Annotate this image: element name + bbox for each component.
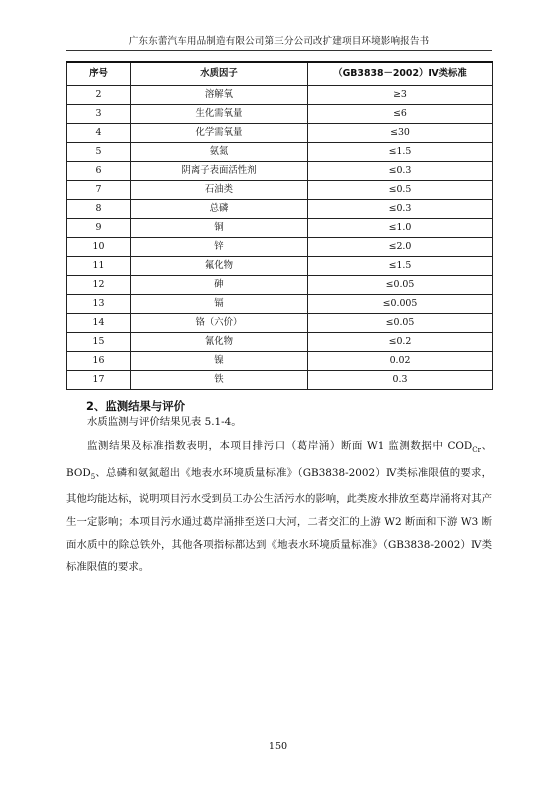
cell-standard: ≤0.5 (308, 181, 493, 200)
cell-factor: 铁 (131, 371, 308, 390)
cell-standard: 0.3 (308, 371, 493, 390)
cell-standard: ≤30 (308, 124, 493, 143)
cell-number: 8 (67, 200, 131, 219)
cell-standard: ≤1.5 (308, 143, 493, 162)
cell-standard: ≤0.05 (308, 314, 493, 333)
page-header: 广东东蕾汽车用品制造有限公司第三分公司改扩建项目环境影响报告书 (128, 36, 430, 47)
cell-factor: 化学需氧量 (131, 124, 308, 143)
table-row (67, 371, 493, 390)
cell-factor: 镍 (131, 352, 308, 371)
cell-number: 17 (67, 371, 131, 390)
cell-number: 6 (67, 162, 131, 181)
cell-standard: 0.02 (308, 352, 493, 371)
table-row (67, 333, 493, 352)
cell-standard: ≤1.0 (308, 219, 493, 238)
cell-number: 15 (67, 333, 131, 352)
cell-factor: 铜 (131, 219, 308, 238)
cell-number: 10 (67, 238, 131, 257)
paragraph-results-text-3: 、总磷和氨氮超出《地表水环境质量标准》（GB3838-2002）Ⅳ类标准限值的要求，其他均能达标，说明项目污水受到员工办公生活污水的影响，此类废水排放至葛岸涌将对其产生一定影响；本项目污水通过葛岸涌排至送口大河，二者交汇的上游 W2 断面和下游 W3 断面水质中的除总铁外，其他各项指标都达到《地表水环境质量标准》（GB3838-2002）Ⅳ类标准限值的要求。 (66, 466, 493, 574)
table-row (67, 276, 493, 295)
cell-standard: ≤0.3 (308, 200, 493, 219)
cell-number: 4 (67, 124, 131, 143)
column-header-standard: （GB3838－2002）Ⅳ类标准 (308, 62, 493, 86)
table-row (67, 295, 493, 314)
cell-standard: ≤0.005 (308, 295, 493, 314)
cell-number: 11 (67, 257, 131, 276)
table-row (67, 181, 493, 200)
table-row (67, 352, 493, 371)
table-body (67, 86, 493, 390)
table-row (67, 257, 493, 276)
subscript-cr: Cr (472, 446, 481, 455)
water-quality-standard-table (66, 61, 493, 390)
cell-factor: 总磷 (131, 200, 308, 219)
table-row (67, 162, 493, 181)
cell-factor: 砷 (131, 276, 308, 295)
cell-factor: 氨氮 (131, 143, 308, 162)
page-number: 150 (268, 741, 288, 752)
column-header-factor: 水质因子 (131, 62, 308, 86)
paragraph-results-text-1: 监测结果及标准指数表明，本项目排污口（葛岸涌）断面 W1 监测数据中 COD (87, 440, 473, 452)
cell-factor: 生化需氧量 (131, 105, 308, 124)
cell-standard: ≤2.0 (308, 238, 493, 257)
cell-factor: 镉 (131, 295, 308, 314)
cell-standard: ≤0.2 (308, 333, 493, 352)
table-row (67, 200, 493, 219)
table-row (67, 124, 493, 143)
cell-factor: 氟化物 (131, 257, 308, 276)
cell-factor: 溶解氧 (131, 86, 308, 105)
cell-number: 9 (67, 219, 131, 238)
table-row (67, 86, 493, 105)
cell-standard: ≤1.5 (308, 257, 493, 276)
cell-standard: ≥3 (308, 86, 493, 105)
cell-number: 2 (67, 86, 131, 105)
cell-factor: 铬（六价） (131, 314, 308, 333)
cell-number: 5 (67, 143, 131, 162)
section-title: 2、监测结果与评价 (86, 399, 186, 413)
table-row (67, 219, 493, 238)
table-row (67, 143, 493, 162)
cell-number: 7 (67, 181, 131, 200)
table-row (67, 314, 493, 333)
cell-number: 16 (67, 352, 131, 371)
cell-standard: ≤0.05 (308, 276, 493, 295)
table-header-row (67, 62, 493, 86)
table-row (67, 105, 493, 124)
subscript-5: 5 (90, 472, 96, 481)
cell-number: 13 (67, 295, 131, 314)
paragraph-results-text-2: 、BOD (66, 440, 492, 479)
cell-standard: ≤6 (308, 105, 493, 124)
cell-number: 3 (67, 105, 131, 124)
column-header-number: 序号 (67, 62, 131, 86)
cell-number: 14 (67, 314, 131, 333)
cell-standard: ≤0.3 (308, 162, 493, 181)
cell-factor: 氰化物 (131, 333, 308, 352)
header-rule (66, 50, 492, 51)
table-row (67, 238, 493, 257)
paragraph-results (66, 435, 492, 579)
cell-factor: 锌 (131, 238, 308, 257)
paragraph-intro: 水质监测与评价结果见表 5.1-4。 (87, 416, 242, 428)
cell-factor: 阴离子表面活性剂 (131, 162, 308, 181)
cell-number: 12 (67, 276, 131, 295)
cell-factor: 石油类 (131, 181, 308, 200)
